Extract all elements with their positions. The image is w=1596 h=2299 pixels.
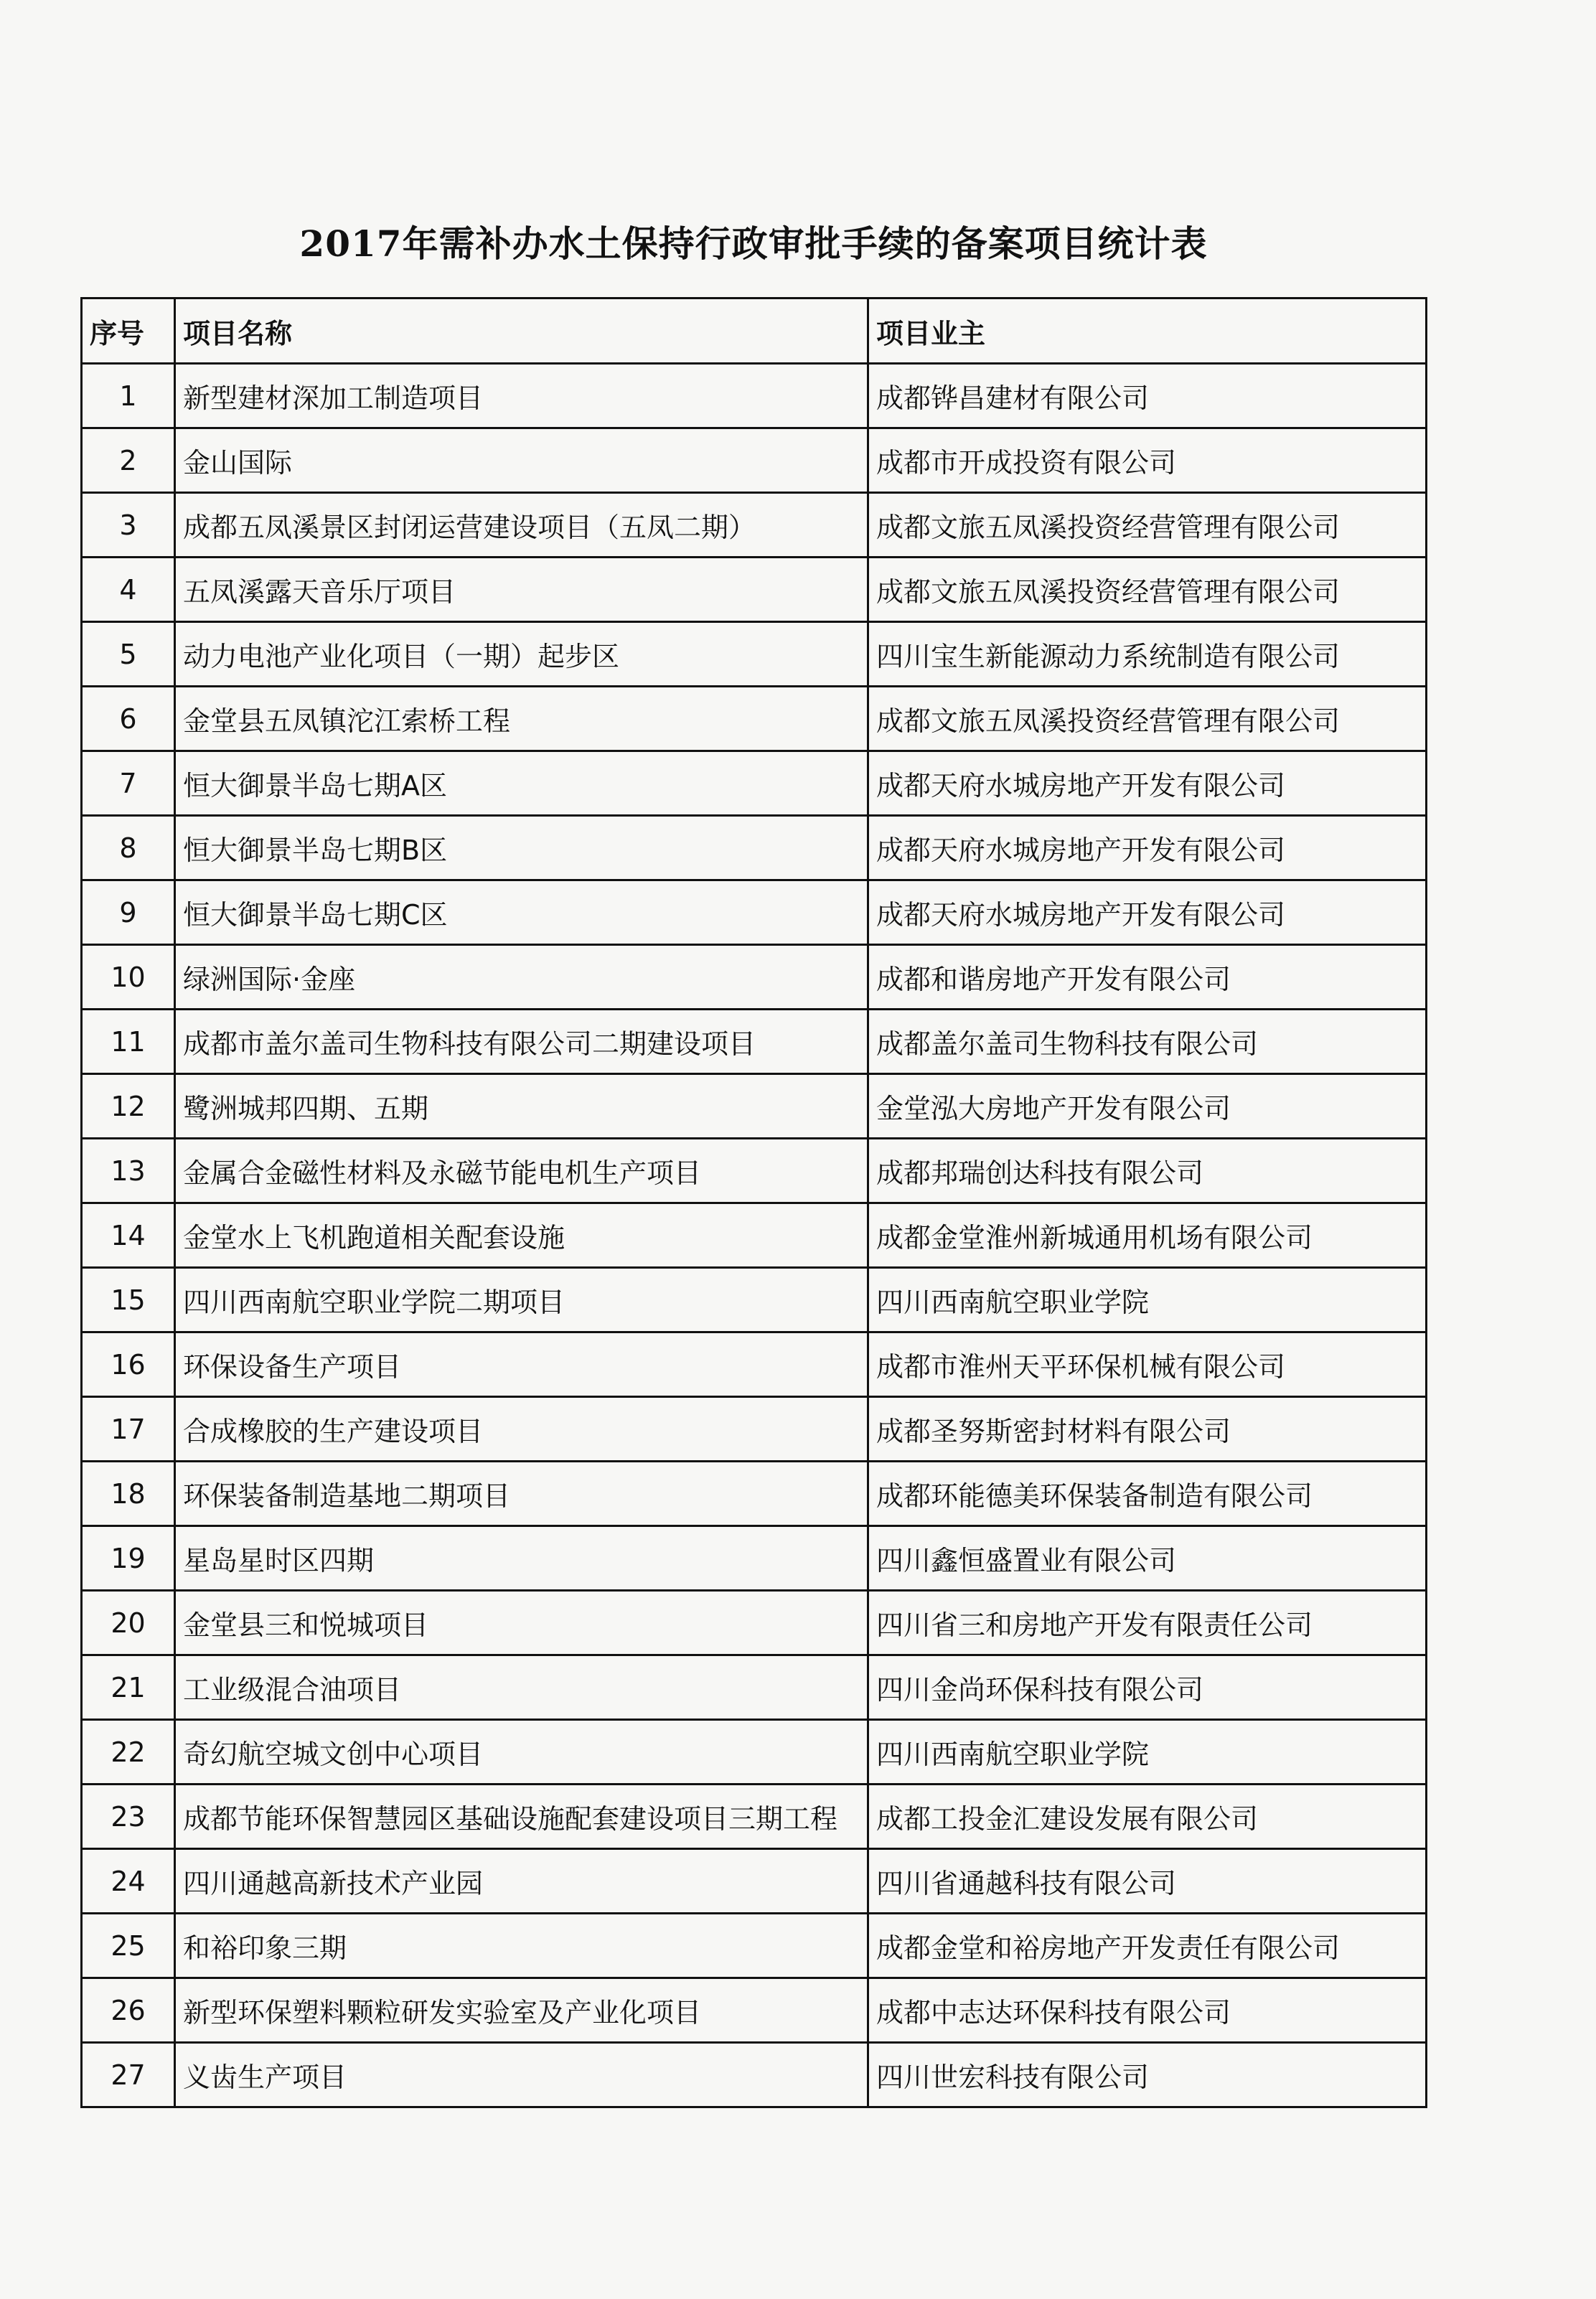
row-project-owner: 成都金堂和裕房地产开发责任有限公司: [868, 1914, 1427, 1978]
row-project-name: 恒大御景半岛七期C区: [175, 880, 868, 945]
row-project-name: 成都节能环保智慧园区基础设施配套建设项目三期工程: [175, 1785, 868, 1849]
row-project-owner: 成都铧昌建材有限公司: [868, 364, 1427, 428]
row-seq: 5: [82, 622, 175, 687]
row-project-owner: 成都中志达环保科技有限公司: [868, 1978, 1427, 2043]
table-row: [82, 1462, 1427, 1526]
row-project-owner: 四川金尚环保科技有限公司: [868, 1655, 1427, 1720]
table-row: [82, 1397, 1427, 1462]
row-seq: 18: [82, 1462, 175, 1526]
row-project-owner: 成都工投金汇建设发展有限公司: [868, 1785, 1427, 1849]
row-project-name: 义齿生产项目: [175, 2043, 868, 2107]
table-row: [82, 1720, 1427, 1785]
table-row: [82, 816, 1427, 880]
table-row: [82, 1785, 1427, 1849]
row-project-name: 成都市盖尔盖司生物科技有限公司二期建设项目: [175, 1010, 868, 1074]
row-project-owner: 成都盖尔盖司生物科技有限公司: [868, 1010, 1427, 1074]
row-seq: 3: [82, 493, 175, 558]
table-row: [82, 1591, 1427, 1655]
row-project-name: 合成橡胶的生产建设项目: [175, 1397, 868, 1462]
row-project-name: 金堂水上飞机跑道相关配套设施: [175, 1203, 868, 1268]
row-seq: 4: [82, 558, 175, 622]
header-project-owner: 项目业主: [868, 298, 1427, 364]
row-seq: 9: [82, 880, 175, 945]
row-project-name: 环保设备生产项目: [175, 1332, 868, 1397]
header-seq: 序号: [82, 298, 175, 364]
row-project-owner: 成都市开成投资有限公司: [868, 428, 1427, 493]
table-row: [82, 687, 1427, 751]
row-seq: 25: [82, 1914, 175, 1978]
table-row: [82, 364, 1427, 428]
row-seq: 21: [82, 1655, 175, 1720]
row-project-name: 成都五凤溪景区封闭运营建设项目（五凤二期）: [175, 493, 868, 558]
table-row: [82, 1655, 1427, 1720]
header-project-name: 项目名称: [175, 298, 868, 364]
row-project-owner: 四川世宏科技有限公司: [868, 2043, 1427, 2107]
row-seq: 17: [82, 1397, 175, 1462]
row-seq: 24: [82, 1849, 175, 1914]
row-project-name: 新型建材深加工制造项目: [175, 364, 868, 428]
row-project-owner: 成都金堂淮州新城通用机场有限公司: [868, 1203, 1427, 1268]
row-project-name: 四川西南航空职业学院二期项目: [175, 1268, 868, 1332]
row-project-name: 金山国际: [175, 428, 868, 493]
row-seq: 16: [82, 1332, 175, 1397]
row-seq: 23: [82, 1785, 175, 1849]
row-seq: 15: [82, 1268, 175, 1332]
row-project-owner: 四川西南航空职业学院: [868, 1720, 1427, 1785]
row-seq: 20: [82, 1591, 175, 1655]
row-project-owner: 金堂泓大房地产开发有限公司: [868, 1074, 1427, 1139]
row-project-name: 四川通越高新技术产业园: [175, 1849, 868, 1914]
table-row: [82, 751, 1427, 816]
table-row: [82, 428, 1427, 493]
table-row: [82, 2043, 1427, 2107]
document-title: 2017年需补办水土保持行政审批手续的备案项目统计表: [299, 222, 1208, 265]
row-seq: 6: [82, 687, 175, 751]
row-seq: 22: [82, 1720, 175, 1785]
row-seq: 2: [82, 428, 175, 493]
row-project-name: 恒大御景半岛七期A区: [175, 751, 868, 816]
row-seq: 1: [82, 364, 175, 428]
table-row: [82, 1914, 1427, 1978]
table-row: [82, 1332, 1427, 1397]
row-project-name: 和裕印象三期: [175, 1914, 868, 1978]
table-row: [82, 1849, 1427, 1914]
row-project-name: 五凤溪露天音乐厅项目: [175, 558, 868, 622]
row-seq: 26: [82, 1978, 175, 2043]
table-row: [82, 622, 1427, 687]
row-project-owner: 四川宝生新能源动力系统制造有限公司: [868, 622, 1427, 687]
row-seq: 27: [82, 2043, 175, 2107]
table-row: [82, 493, 1427, 558]
table-row: [82, 1139, 1427, 1203]
table-row: [82, 1978, 1427, 2043]
row-seq: 7: [82, 751, 175, 816]
row-seq: 11: [82, 1010, 175, 1074]
row-project-owner: 成都天府水城房地产开发有限公司: [868, 816, 1427, 880]
row-project-owner: 成都文旅五凤溪投资经营管理有限公司: [868, 493, 1427, 558]
table-row: [82, 1074, 1427, 1139]
row-project-name: 环保装备制造基地二期项目: [175, 1462, 868, 1526]
row-project-name: 恒大御景半岛七期B区: [175, 816, 868, 880]
row-project-name: 金堂县三和悦城项目: [175, 1591, 868, 1655]
row-project-owner: 四川省通越科技有限公司: [868, 1849, 1427, 1914]
row-project-name: 奇幻航空城文创中心项目: [175, 1720, 868, 1785]
project-table: [80, 297, 1427, 2108]
table-row: [82, 945, 1427, 1010]
row-project-name: 金堂县五凤镇沱江索桥工程: [175, 687, 868, 751]
row-project-owner: 成都邦瑞创达科技有限公司: [868, 1139, 1427, 1203]
row-project-owner: 成都市淮州天平环保机械有限公司: [868, 1332, 1427, 1397]
row-project-owner: 成都圣努斯密封材料有限公司: [868, 1397, 1427, 1462]
row-project-owner: 四川鑫恒盛置业有限公司: [868, 1526, 1427, 1591]
row-project-owner: 成都文旅五凤溪投资经营管理有限公司: [868, 558, 1427, 622]
table-row: [82, 1010, 1427, 1074]
row-project-name: 鹭洲城邦四期、五期: [175, 1074, 868, 1139]
row-project-owner: 成都文旅五凤溪投资经营管理有限公司: [868, 687, 1427, 751]
table-header-row: [82, 298, 1427, 364]
row-project-owner: 成都和谐房地产开发有限公司: [868, 945, 1427, 1010]
row-seq: 19: [82, 1526, 175, 1591]
row-project-name: 工业级混合油项目: [175, 1655, 868, 1720]
row-seq: 12: [82, 1074, 175, 1139]
row-seq: 10: [82, 945, 175, 1010]
row-project-owner: 成都环能德美环保装备制造有限公司: [868, 1462, 1427, 1526]
row-seq: 14: [82, 1203, 175, 1268]
table-row: [82, 1268, 1427, 1332]
row-project-name: 绿洲国际·金座: [175, 945, 868, 1010]
table-row: [82, 880, 1427, 945]
row-project-name: 星岛星时区四期: [175, 1526, 868, 1591]
row-project-owner: 四川省三和房地产开发有限责任公司: [868, 1591, 1427, 1655]
row-seq: 13: [82, 1139, 175, 1203]
row-seq: 8: [82, 816, 175, 880]
table-row: [82, 1526, 1427, 1591]
row-project-name: 动力电池产业化项目（一期）起步区: [175, 622, 868, 687]
table-row: [82, 558, 1427, 622]
row-project-owner: 成都天府水城房地产开发有限公司: [868, 751, 1427, 816]
row-project-owner: 成都天府水城房地产开发有限公司: [868, 880, 1427, 945]
row-project-owner: 四川西南航空职业学院: [868, 1268, 1427, 1332]
row-project-name: 新型环保塑料颗粒研发实验室及产业化项目: [175, 1978, 868, 2043]
table-row: [82, 1203, 1427, 1268]
row-project-name: 金属合金磁性材料及永磁节能电机生产项目: [175, 1139, 868, 1203]
